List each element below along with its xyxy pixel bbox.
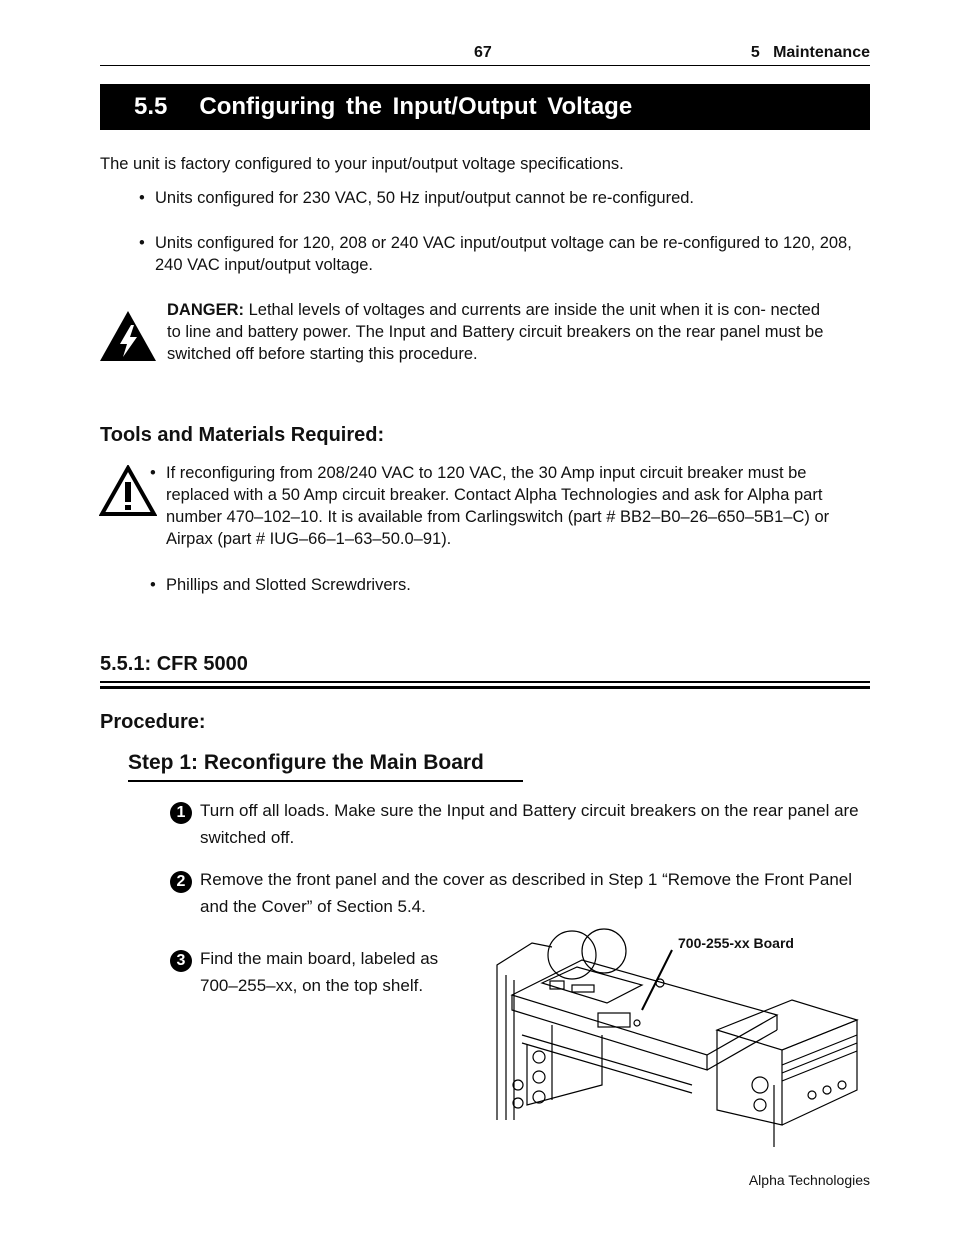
danger-label: DANGER: (167, 301, 244, 319)
bullet-icon: • (139, 234, 145, 252)
bullet-icon: • (150, 576, 156, 594)
bullet-text: Units configured for 230 VAC, 50 Hz input/output cannot be re-configured. (155, 189, 695, 207)
divider (100, 681, 870, 683)
bullet-text: Units configured for 120, 208 or 240 VAC input/output voltage can be re-configured to 120, 208, 240 VAC input/output voltage. (155, 234, 852, 274)
step-text: Find the main board, labeled as 700–255–xx, on the top shelf. (200, 949, 439, 995)
procedure-heading: Procedure: (100, 711, 206, 733)
chapter-title: 5 Maintenance (750, 44, 870, 61)
list-item (139, 232, 855, 276)
tool-text: If reconfiguring from 208/240 VAC to 120 VAC, the 30 Amp input circuit breaker must be replaced with a 50 Amp circuit breaker. Contact Alpha Technologies and ask for Alpha part number 470–102–10. It is available from Carlingswitch (part # BB2–B0–26–650–5B1–C) or Airpax (part # IUG–66–1–63–50.0–91). (166, 464, 830, 548)
footer-company: Alpha Technologies (748, 1172, 870, 1188)
danger-notice (167, 299, 832, 365)
section-title: 5.5 Configuring the Input/Output Voltage (100, 84, 870, 130)
main-board-illustration (492, 925, 870, 1150)
step-title-underline (128, 780, 523, 782)
intro-text: The unit is factory configured to your input/output voltage specifications. (100, 155, 624, 173)
divider (100, 686, 870, 689)
step-number-badge: 1 (170, 802, 192, 824)
list-item (150, 574, 871, 596)
bullet-icon: • (150, 464, 156, 482)
step-title: Step 1: Reconfigure the Main Board (128, 751, 484, 774)
subsection-title: 5.5.1: CFR 5000 (100, 653, 248, 675)
bullet-icon: • (139, 189, 145, 207)
figure-caption: 700-255-xx Board (678, 935, 794, 951)
caution-icon (99, 465, 157, 517)
header-rule (100, 65, 870, 66)
tools-heading: Tools and Materials Required: (100, 424, 385, 446)
page-number: 67 (474, 44, 492, 61)
step-text: Remove the front panel and the cover as described in Step 1 “Remove the Front Panel and the Cover” of Section 5.4. (200, 870, 853, 916)
danger-text: Lethal levels of voltages and currents are inside the unit when it is con- nected to line and battery power. The Input and Battery circuit breakers on the rear panel must be switched off before starting this procedure. (167, 301, 824, 363)
step-number-badge: 2 (170, 871, 192, 893)
list-item (150, 462, 871, 550)
step-text: Turn off all loads. Make sure the Input and Battery circuit breakers on the rear panel are switched off. (200, 801, 859, 847)
step-number-badge: 3 (170, 950, 192, 972)
list-item (139, 187, 855, 209)
tool-text: Phillips and Slotted Screwdrivers. (166, 576, 411, 594)
electrical-hazard-icon (99, 310, 157, 362)
